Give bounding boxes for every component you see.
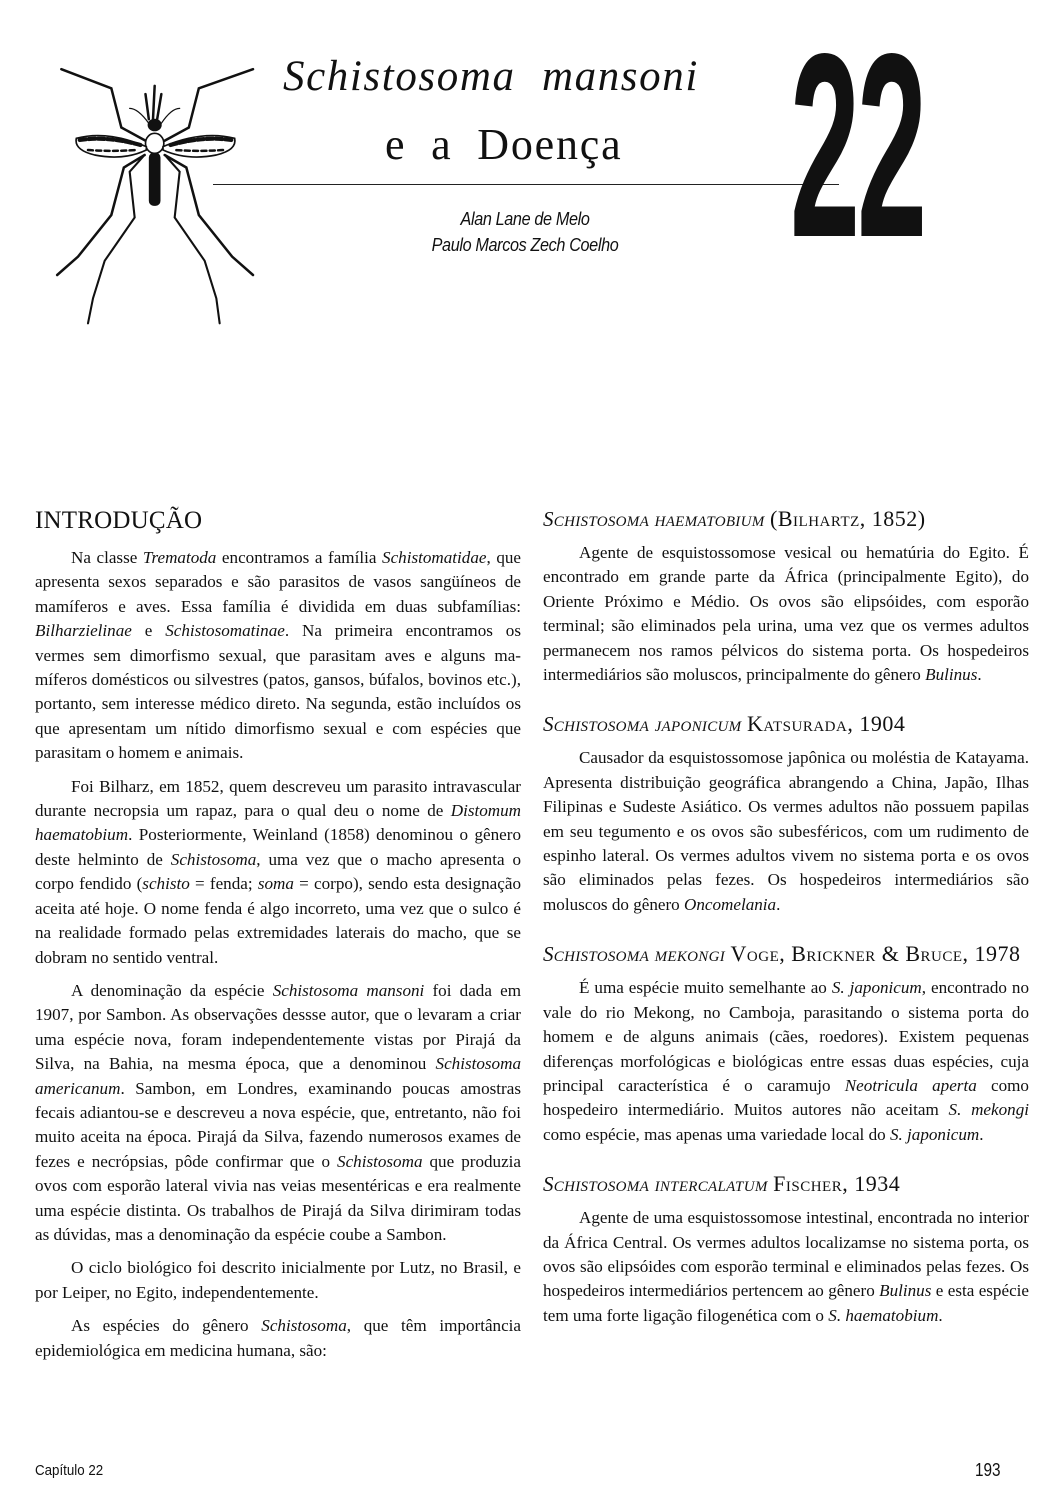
intro-paragraph: Na classe Trematoda encontramos a família Schistomatidae, que apresenta sexos separados e são parasitos de vasos sangüíneos de mamíferos e aves. Essa família é dividida em duas subfamílias: Bilharzielinae e Schistosomatinae. Na primeira encontramos os vermes sem dimorfismo sexual, que parasitam aves e alguns mamíferos domésticos ou silvestres (patos, gansos, búfalos, bovinos etc.), portanto, sem interesse médico direto. Na segunda, estão incluídos os que apresentam um nítido dimorfismo sexual e com espécies que parasitam o homem e animais. [35,548,522,763]
intro-paragraph: O ciclo biológico foi descrito inicialmente por Lutz, no Brasil, e por Leiper, no Egito, independentemente. [35,1258,521,1302]
species-section-japonicum [543,711,1029,917]
species-authority: Katsurada, 1904 [746,711,906,737]
page-number: 193 [975,1460,1001,1480]
italic-term: Bilharzielinae [35,621,132,641]
species-heading [543,506,1029,532]
species-authority: Fischer, 1934 [773,1171,901,1197]
italic-term: Bulinus [925,665,978,685]
species-section-mekongi [543,941,1029,1147]
species-description: É uma espécie muito semelhante ao S. japonicum, encontrado no vale do rio Mekong, no Camboja, parasitando o sistema porta do homem e de alguns animais (cães, roedores). Existem pequenas diferenças morfológicas e biológicas entre essas duas espécies, cuja principal característica é o caramujo Neotricula aperta como hospedeiro intermediário. Muitos autores não aceitam S. mekongi como espécie, mas apenas uma variedade local do S. japonicum. [543,978,1029,1144]
italic-term: Distomum haematobium [35,801,521,845]
italic-term: Schistosoma [261,1316,347,1336]
species-description: Causador da esquistossomose japônica ou moléstia de Katayama. Apresenta distribuição geográfica abrangendo a China, Japão, Ilhas Filipinas e Sudeste Asiático. Os vermes adultos não possuem papilas em seu tegumento e os ovos são subesféricos, com um rudimento de espinho lateral. Os vermes adultos vivem no sistema porta e os ovos são eliminados pelas fezes. Os hospedeiros intermediários são moluscos do gênero Oncomelania. [543,748,1029,914]
italic-term: Schistosoma americanum [35,1054,521,1098]
italic-term: Schistosomatinae [165,621,285,641]
species-heading [543,711,1029,737]
species-name: Schistosoma intercalatum [543,1172,768,1197]
italic-term: S. japonicum [889,1124,980,1144]
italic-term: Schistomatidae [382,548,487,567]
italic-term: schisto [142,874,190,894]
species-authority: Voge, Brickner & Bruce, 1978 [730,941,1021,967]
footer-chapter-label: Capítulo 22 [35,1463,104,1479]
intro-paragraph: Foi Bilharz, em 1852, quem descreveu um parasito intravascular durante necropsia um rapaz, para o qual deu o nome de Distomum haematobium. Posteriormente, Weinland (1858) denominou o gênero deste helminto de Schistosoma, uma vez que o macho apresenta o corpo fendido (schisto = fenda; soma = corpo), sendo esta designação aceita até hoje. O nome fenda é algo incorreto, uma vez que o sulco é na realidade formado pelas extremidades laterais do macho, que se dobram no sentido ventral. [35,776,521,967]
species-description: Agente de esquistossomose vesical ou hematúria do Egito. É encontrado em grande parte da África (principalmente Egito), do Oriente Próximo e Médio. Os ovos são elipsóides, com esporão terminal; são eliminados pela urina, uma vez que os vermes adultos permanecem nos ramos pélvicos do sistema porta. Os hospedeiros intermediários são moluscos, principalmente do gênero Bulinus. [543,543,1029,685]
species-name: Schistosoma haematobium [543,507,765,531]
italic-term: Trematoda [142,548,217,567]
intro-paragraph: As espécies do gênero Schistosoma, que têm importância epidemiológica em medicina humana, são: [35,1316,521,1360]
italic-term: Schistosoma [170,849,257,869]
italic-term: S. japonicum [831,978,922,998]
italic-term: Bulinus [879,1281,932,1301]
species-description: Agente de uma esquistossomose intestinal, encontrada no interior da África Central. Os vermes adultos localizamse no sistema porta, os ovos são elipsóides com esporão terminal e eliminados pelas fezes. Os hospedeiros intermediários pertencem ao gênero Bulinus e esta espécie tem uma forte ligação filogenética com o S. haematobium. [543,1208,1029,1325]
species-section-haematobium [543,506,1029,687]
section-heading-introduction: INTRODUÇÃO [35,507,203,534]
right-column [543,500,1029,1352]
author-name: Paulo Marcos Zech Coelho [431,235,619,255]
author-name: Alan Lane de Melo [460,209,590,229]
intro-paragraph: A denominação da espécie Schistosoma mansoni foi dada em 1907, por Sambon. As observações dessse autor, que o levaram a criar uma espécie nova, foram independentemente vistas por Pirajá da Silva, na Bahia, na mesma época, que a denominou Schistosoma americanum. Sambon, em Londres, examinando poucas amostras fecais adiantou-se e descreveu a nova espécie, que, entretanto, não foi muito aceita na época. Pirajá da Silva, fazendo numerosos exames de fezes e necrópsias, pôde confirmar que o Schistosoma que produzia ovos com esporão lateral vivia nas veias mesentéricas e era realmente uma espécie distinta. Os trabalhos de Pirajá da Silva dirimiram todas as dúvidas, mas a denominação da espécie coube a Sambon. [35,980,522,1244]
species-section-intercalatum [543,1171,1029,1328]
italic-term: soma [257,874,294,894]
italic-term: S. mekongi [948,1100,1029,1120]
italic-term: Schistosoma [337,1151,423,1171]
title-divider [213,184,839,185]
left-column [35,500,521,1372]
italic-term: S. haematobium [828,1305,939,1325]
chapter-number: 22 [790,0,925,292]
species-name: Schistosoma mekongi [543,942,726,967]
chapter-title-line-1: Schistosoma mansoni [283,53,699,100]
species-heading [543,941,1029,967]
italic-term: Schistosoma mansoni [272,980,425,1000]
species-heading [543,1171,1029,1197]
species-name: Schistosoma japonicum [543,712,742,737]
chapter-title-line-2: e a Doença [385,120,623,169]
species-authority: (Bilhartz, 1852) [770,506,926,531]
italic-term: Oncomelania [684,894,777,914]
mosquito-icon [28,40,278,340]
italic-term: Neotricula aperta [844,1075,977,1095]
